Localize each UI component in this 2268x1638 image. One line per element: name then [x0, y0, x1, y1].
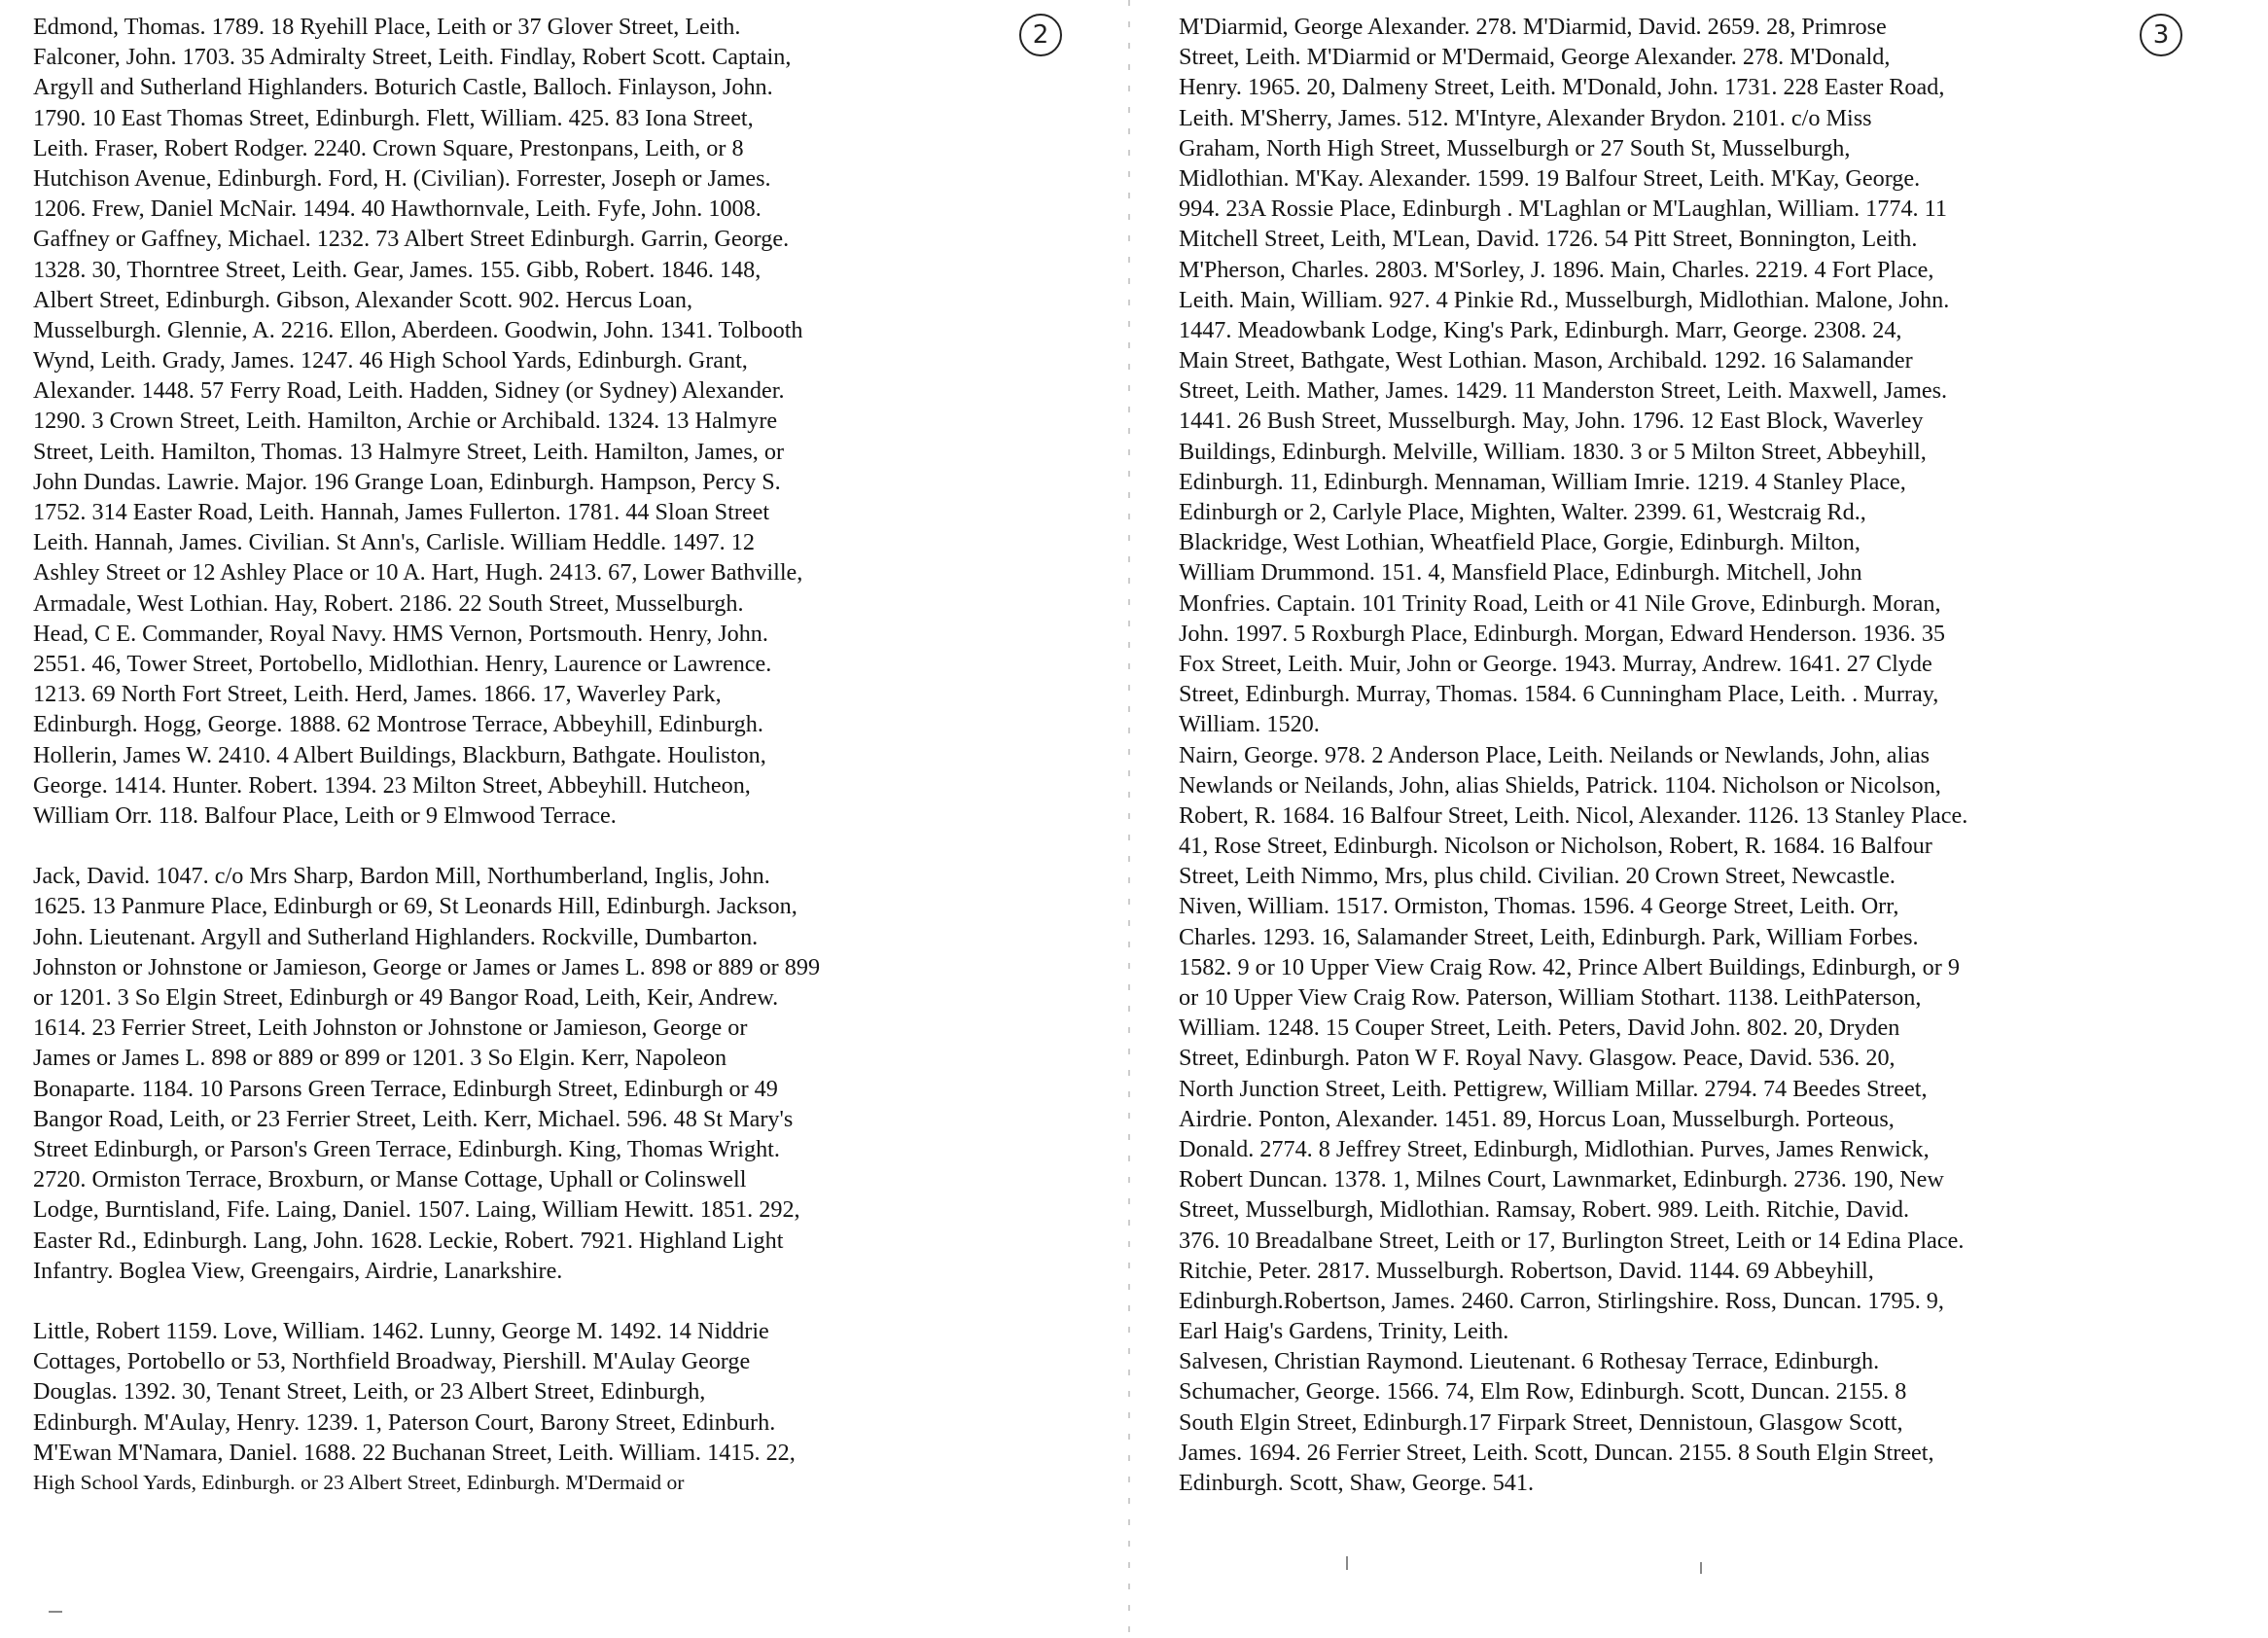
right-text-column: [1179, 12, 1967, 1498]
right-page: [1134, 0, 2268, 1638]
text-line: John. Lieutenant. Argyll and Sutherland Highlanders. Rockville, Dumbarton.: [33, 923, 759, 950]
text-line: Street, Musselburgh, Midlothian. Ramsay, Robert. 989. Leith. Ritchie, David.: [1179, 1196, 1910, 1224]
text-line: 1582. 9 or 10 Upper View Craig Row. 42, Prince Albert Buildings, Edinburgh, or 9: [1179, 953, 1960, 980]
text-line: Johnston or Johnstone or Jamieson, George or James or James L. 898 or 889 or 899: [33, 953, 821, 980]
text-line: High School Yards, Edinburgh. or 23 Albert Street, Edinburgh. M'Dermaid or: [33, 1471, 685, 1494]
paragraph-gap: [33, 1286, 820, 1316]
text-line: Ritchie, Peter. 2817. Musselburgh. Robertson, David. 1144. 69 Abbeyhill,: [1179, 1257, 1874, 1284]
record-paragraph: [33, 1316, 820, 1498]
text-line: Little, Robert 1159. Love, William. 1462. Lunny, George M. 1492. 14 Niddrie: [33, 1318, 769, 1345]
text-line: Leith. Main, William. 927. 4 Pinkie Rd., Musselburgh, Midlothian. Malone, John.: [1179, 286, 1950, 313]
text-line: Buildings, Edinburgh. Melville, William. 1830. 3 or 5 Milton Street, Abbeyhill,: [1179, 438, 1927, 465]
text-line: 1614. 23 Ferrier Street, Leith Johnston or Johnstone or Jamieson, George or: [33, 1015, 748, 1042]
text-line: Head, C E. Commander, Royal Navy. HMS Vernon, Portsmouth. Henry, John.: [33, 620, 768, 647]
text-line: William Orr. 118. Balfour Place, Leith or 9 Elmwood Terrace.: [33, 801, 617, 829]
text-line: Musselburgh. Glennie, A. 2216. Ellon, Aberdeen. Goodwin, John. 1341. Tolbooth: [33, 316, 803, 343]
text-line: Street, Leith Nimmo, Mrs, plus child. Civilian. 20 Crown Street, Newcastle.: [1179, 863, 1896, 890]
text-line: Albert Street, Edinburgh. Gibson, Alexander Scott. 902. Hercus Loan,: [33, 286, 693, 313]
text-line: Edinburgh. 11, Edinburgh. Mennaman, William Imrie. 1219. 4 Stanley Place,: [1179, 468, 1906, 495]
text-line: Street, Leith. Hamilton, Thomas. 13 Halmyre Street, Leith. Hamilton, James, or: [33, 438, 785, 465]
text-line: Henry. 1965. 20, Dalmeny Street, Leith. M'Donald, John. 1731. 228 Easter Road,: [1179, 74, 1945, 101]
text-line: 41, Rose Street, Edinburgh. Nicolson or Nicholson, Robert, R. 1684. 16 Balfour: [1179, 833, 1932, 860]
text-line: Street Edinburgh, or Parson's Green Terrace, Edinburgh. King, Thomas Wright.: [33, 1135, 780, 1162]
text-line: Bangor Road, Leith, or 23 Ferrier Street, Leith. Kerr, Michael. 596. 48 St Mary's: [33, 1105, 794, 1132]
text-line: Lodge, Burntisland, Fife. Laing, Daniel. 1507. Laing, William Hewitt. 1851. 292,: [33, 1196, 800, 1224]
text-line: Donald. 2774. 8 Jeffrey Street, Edinburgh, Midlothian. Purves, James Renwick,: [1179, 1135, 1930, 1162]
paragraph-gap: [33, 831, 820, 861]
text-line: William. 1248. 15 Couper Street, Leith. Peters, David John. 802. 20, Dryden: [1179, 1015, 1900, 1042]
text-line: Wynd, Leith. Grady, James. 1247. 46 High School Yards, Edinburgh. Grant,: [33, 347, 748, 374]
text-line: Schumacher, George. 1566. 74, Elm Row, Edinburgh. Scott, Duncan. 2155. 8: [1179, 1378, 1907, 1406]
scan-speck: [1700, 1562, 1702, 1574]
text-line: Blackridge, West Lothian, Wheatfield Place, Gorgie, Edinburgh. Milton,: [1179, 529, 1860, 556]
text-line: Infantry. Boglea View, Greengairs, Airdrie, Lanarkshire.: [33, 1257, 563, 1284]
text-line: South Elgin Street, Edinburgh.17 Firpark Street, Dennistoun, Glasgow Scott,: [1179, 1408, 1903, 1436]
left-text-column: [33, 12, 820, 1498]
record-paragraph: [33, 12, 820, 831]
text-line: 1625. 13 Panmure Place, Edinburgh or 69, St Leonards Hill, Edinburgh. Jackson,: [33, 893, 797, 920]
record-paragraph: [33, 861, 820, 1286]
text-line: Jack, David. 1047. c/o Mrs Sharp, Bardon Mill, Northumberland, Inglis, John.: [33, 863, 770, 890]
text-line: Main Street, Bathgate, West Lothian. Mason, Archibald. 1292. 16 Salamander: [1179, 347, 1913, 374]
text-line: James or James L. 898 or 889 or 899 or 1201. 3 So Elgin. Kerr, Napoleon: [33, 1045, 727, 1072]
text-line: John Dundas. Lawrie. Major. 196 Grange Loan, Edinburgh. Hampson, Percy S.: [33, 468, 781, 495]
page-number-badge: 3: [2140, 14, 2182, 56]
text-line: James. 1694. 26 Ferrier Street, Leith. Scott, Duncan. 2155. 8 South Elgin Street,: [1179, 1439, 1934, 1466]
text-line: Edinburgh. M'Aulay, Henry. 1239. 1, Paterson Court, Barony Street, Edinburh.: [33, 1408, 776, 1436]
text-line: Street, Leith. Mather, James. 1429. 11 Manderston Street, Leith. Maxwell, James.: [1179, 377, 1948, 405]
text-line: Street, Leith. M'Diarmid or M'Dermaid, George Alexander. 278. M'Donald,: [1179, 44, 1891, 71]
text-line: Armadale, West Lothian. Hay, Robert. 2186. 22 South Street, Musselburgh.: [33, 589, 744, 617]
text-line: Nairn, George. 978. 2 Anderson Place, Leith. Neilands or Newlands, John, alias: [1179, 741, 1931, 768]
text-line: M'Ewan M'Namara, Daniel. 1688. 22 Buchanan Street, Leith. William. 1415. 22,: [33, 1439, 796, 1466]
page-number-badge: 2: [1019, 14, 1062, 56]
text-line: William. 1520.: [1179, 711, 1320, 738]
text-line: Street, Edinburgh. Murray, Thomas. 1584. 6 Cunningham Place, Leith. . Murray,: [1179, 681, 1939, 708]
record-paragraph: [1179, 12, 1967, 740]
text-line: Gaffney or Gaffney, Michael. 1232. 73 Albert Street Edinburgh. Garrin, George.: [33, 226, 790, 253]
text-line: Edinburgh. Hogg, George. 1888. 62 Montrose Terrace, Abbeyhill, Edinburgh.: [33, 711, 763, 738]
text-line: 2551. 46, Tower Street, Portobello, Midlothian. Henry, Laurence or Lawrence.: [33, 650, 772, 677]
text-line: Edmond, Thomas. 1789. 18 Ryehill Place, Leith or 37 Glover Street, Leith.: [33, 14, 741, 40]
text-line: M'Diarmid, George Alexander. 278. M'Diarmid, David. 2659. 28, Primrose: [1179, 14, 1887, 40]
text-line: 1447. Meadowbank Lodge, King's Park, Edinburgh. Marr, George. 2308. 24,: [1179, 316, 1902, 343]
text-line: Salvesen, Christian Raymond. Lieutenant. 6 Rothesay Terrace, Edinburgh.: [1179, 1348, 1880, 1375]
text-line: or 1201. 3 So Elgin Street, Edinburgh or 49 Bangor Road, Leith, Keir, Andrew.: [33, 984, 779, 1011]
text-line: Bonaparte. 1184. 10 Parsons Green Terrace, Edinburgh Street, Edinburgh or 49: [33, 1075, 778, 1102]
text-line: Douglas. 1392. 30, Tenant Street, Leith, or 23 Albert Street, Edinburgh,: [33, 1378, 706, 1406]
text-line: Graham, North High Street, Musselburgh or 27 South St, Musselburgh,: [1179, 134, 1851, 161]
text-line: North Junction Street, Leith. Pettigrew, William Millar. 2794. 74 Beedes Street,: [1179, 1075, 1928, 1102]
text-line: Edinburgh. Scott, Shaw, George. 541.: [1179, 1470, 1535, 1496]
text-line: Robert, R. 1684. 16 Balfour Street, Leith. Nicol, Alexander. 1126. 13 Stanley Place.: [1179, 801, 1968, 829]
text-line: 376. 10 Breadalbane Street, Leith or 17, Burlington Street, Leith or 14 Edina Place.: [1179, 1227, 1965, 1254]
text-line: Edinburgh.Robertson, James. 2460. Carron, Stirlingshire. Ross, Duncan. 1795. 9,: [1179, 1287, 1944, 1314]
text-line: Hollerin, James W. 2410. 4 Albert Buildings, Blackburn, Bathgate. Houliston,: [33, 741, 766, 768]
text-line: M'Pherson, Charles. 2803. M'Sorley, J. 1896. Main, Charles. 2219. 4 Fort Place,: [1179, 256, 1934, 283]
text-line: Niven, William. 1517. Ormiston, Thomas. 1596. 4 George Street, Leith. Orr,: [1179, 893, 1899, 920]
text-line: John. 1997. 5 Roxburgh Place, Edinburgh. Morgan, Edward Henderson. 1936. 35: [1179, 620, 1946, 647]
text-line: Ashley Street or 12 Ashley Place or 10 A. Hart, Hugh. 2413. 67, Lower Bathville,: [33, 559, 803, 587]
scan-speck: [1346, 1556, 1348, 1570]
text-line: Mitchell Street, Leith, M'Lean, David. 1726. 54 Pitt Street, Bonnington, Leith.: [1179, 226, 1918, 253]
page-fold: [1128, 0, 1130, 1638]
record-paragraph: [1179, 1346, 1967, 1498]
text-line: Easter Rd., Edinburgh. Lang, John. 1628. Leckie, Robert. 7921. Highland Light: [33, 1227, 784, 1254]
text-line: 1206. Frew, Daniel McNair. 1494. 40 Hawthornvale, Leith. Fyfe, John. 1008.: [33, 196, 762, 223]
text-line: 1290. 3 Crown Street, Leith. Hamilton, Archie or Archibald. 1324. 13 Halmyre: [33, 408, 778, 435]
text-line: 2720. Ormiston Terrace, Broxburn, or Manse Cottage, Uphall or Colinswell: [33, 1166, 747, 1193]
text-line: or 10 Upper View Craig Row. Paterson, William Stothart. 1138. LeithPaterson,: [1179, 984, 1922, 1011]
text-line: Argyll and Sutherland Highlanders. Boturich Castle, Balloch. Finlayson, John.: [33, 74, 773, 101]
text-line: Monfries. Captain. 101 Trinity Road, Leith or 41 Nile Grove, Edinburgh. Moran,: [1179, 589, 1941, 617]
text-line: 1441. 26 Bush Street, Musselburgh. May, John. 1796. 12 East Block, Waverley: [1179, 408, 1924, 435]
text-line: Cottages, Portobello or 53, Northfield Broadway, Piershill. M'Aulay George: [33, 1348, 751, 1375]
text-line: Leith. M'Sherry, James. 512. M'Intyre, Alexander Brydon. 2101. c/o Miss: [1179, 104, 1872, 131]
text-line: Robert Duncan. 1378. 1, Milnes Court, Lawnmarket, Edinburgh. 2736. 190, New: [1179, 1166, 1944, 1193]
text-line: Hutchison Avenue, Edinburgh. Ford, H. (Civilian). Forrester, Joseph or James.: [33, 164, 771, 192]
text-line: George. 1414. Hunter. Robert. 1394. 23 Milton Street, Abbeyhill. Hutcheon,: [33, 771, 751, 799]
text-line: Airdrie. Ponton, Alexander. 1451. 89, Horcus Loan, Musselburgh. Porteous,: [1179, 1105, 1895, 1132]
text-line: 1328. 30, Thorntree Street, Leith. Gear, James. 155. Gibb, Robert. 1846. 148,: [33, 256, 762, 283]
text-line: William Drummond. 151. 4, Mansfield Place, Edinburgh. Mitchell, John: [1179, 559, 1862, 587]
scan-speck: [49, 1611, 62, 1613]
text-line: Newlands or Neilands, John, alias Shields, Patrick. 1104. Nicholson or Nicolson,: [1179, 771, 1941, 799]
text-line: 994. 23A Rossie Place, Edinburgh . M'Laghlan or M'Laughlan, William. 1774. 11: [1179, 196, 1947, 223]
text-line: Alexander. 1448. 57 Ferry Road, Leith. Hadden, Sidney (or Sydney) Alexander.: [33, 377, 785, 405]
text-line: 1790. 10 East Thomas Street, Edinburgh. Flett, William. 425. 83 Iona Street,: [33, 104, 754, 131]
text-line: Midlothian. M'Kay. Alexander. 1599. 19 Balfour Street, Leith. M'Kay, George.: [1179, 164, 1921, 192]
text-line: Falconer, John. 1703. 35 Admiralty Street, Leith. Findlay, Robert Scott. Captain,: [33, 44, 792, 71]
text-line: Fox Street, Leith. Muir, John or George. 1943. Murray, Andrew. 1641. 27 Clyde: [1179, 650, 1932, 677]
text-line: Street, Edinburgh. Paton W F. Royal Navy. Glasgow. Peace, David. 536. 20,: [1179, 1045, 1896, 1072]
text-line: Leith. Hannah, James. Civilian. St Ann's, Carlisle. William Heddle. 1497. 12: [33, 529, 755, 556]
record-paragraph: [1179, 740, 1967, 1347]
text-line: 1752. 314 Easter Road, Leith. Hannah, James Fullerton. 1781. 44 Sloan Street: [33, 499, 770, 525]
text-line: Leith. Fraser, Robert Rodger. 2240. Crown Square, Prestonpans, Leith, or 8: [33, 134, 744, 161]
text-line: Charles. 1293. 16, Salamander Street, Leith, Edinburgh. Park, William Forbes.: [1179, 923, 1919, 950]
text-line: 1213. 69 North Fort Street, Leith. Herd, James. 1866. 17, Waverley Park,: [33, 681, 722, 708]
text-line: Earl Haig's Gardens, Trinity, Leith.: [1179, 1318, 1509, 1345]
text-line: Edinburgh or 2, Carlyle Place, Mighten, Walter. 2399. 61, Westcraig Rd.,: [1179, 499, 1866, 525]
